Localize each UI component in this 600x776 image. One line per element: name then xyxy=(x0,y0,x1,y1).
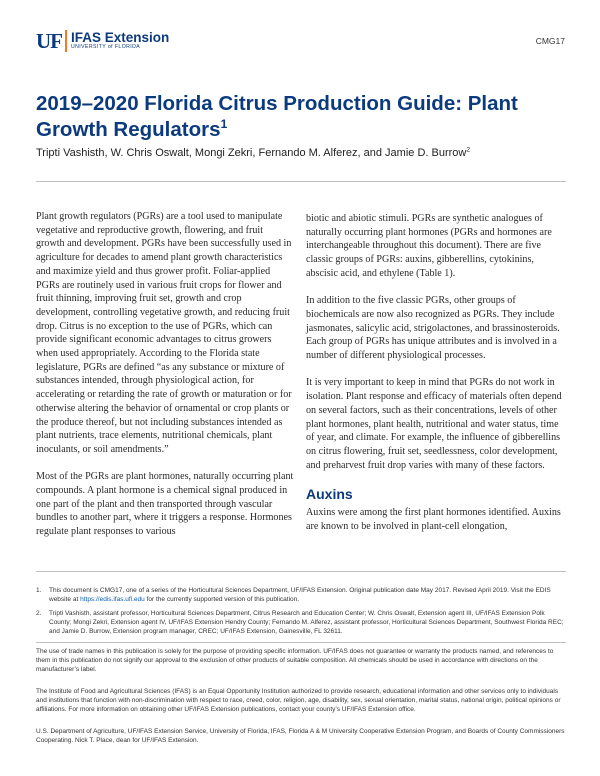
body-paragraph: It is very important to keep in mind that PGRs do not work in isolation. Plant response and efficacy of materials often depend on several factors, such as their concentrations, levels of other plant hormones, plant health, nutritional and water status, time of year, and climate. For example, the influence of gibberellins on citrus flowering, fruit set, seedlessness, color development, and preharvest fruit drop varies with many of these factors. xyxy=(306,377,562,471)
footnote-number: 1. xyxy=(36,587,42,594)
usda-statement: U.S. Department of Agriculture, UF/IFAS Extension Service, University of Florida, IFAS, Florida A & M University Cooperative Extension Program, and Boards of County Commissioners Cooperating. Nick T. Place, dean for UF/IFAS Extension. xyxy=(36,728,565,744)
title-footnote-ref[interactable]: 1 xyxy=(220,116,228,131)
section-heading-auxins: Auxins xyxy=(306,486,353,503)
footnote-1-tail: for the currently supported version of this publication. xyxy=(146,596,300,603)
footnote-text xyxy=(49,586,566,604)
body-right-column xyxy=(306,212,564,547)
trade-name-disclaimer: The use of trade names in this publication is solely for the purpose of providing specific information. UF/IFAS does not guarantee or warranty the products named, and references to them in this publication do not signify our approval to the exclusion of other products of suitable composition. All chemicals should be used in accordance with directions on the manufacturer’s label. xyxy=(36,648,554,673)
edis-link[interactable]: https://edis.ifas.ufl.edu xyxy=(80,596,145,603)
document-id: CMG17 xyxy=(535,36,565,46)
ifas-logo xyxy=(36,30,169,52)
page-title xyxy=(36,91,566,142)
authors-line xyxy=(36,147,470,159)
disclaimer-divider xyxy=(36,642,566,643)
body-paragraph: Auxins were among the first plant hormones identified. Auxins are known to be involved in plant-cell elongation, xyxy=(306,507,561,532)
footnote-2-text: Tripti Vashisth, assistant professor, Horticultural Sciences Department, Citrus Research and Education Center; W. Chris Oswalt, Extension agent III, UF/IFAS Extension Polk County; Mongi Zekri, Extension agent IV, UF/IFAS Extension Hendry County; Fernando M. Alferez, assistant professor, Horticultural Sciences Department, Southwest Florida REC; and Jamie D. Burrow, Extension program manager, CREC; UF/IFAS Extension, Gainesville, FL 32611. xyxy=(49,610,564,635)
body-paragraph: Most of the PGRs are plant hormones, naturally occurring plant compounds. A plant hormone is a chemical signal produced in one part of the plant and then transported through vascular bundles to another part, where it triggers a response. Hormones regulate plant responses to various xyxy=(36,471,294,538)
footnote-2 xyxy=(36,609,566,636)
footnote-1 xyxy=(36,586,566,604)
footnotes xyxy=(36,586,566,641)
title-text: 2019–2020 Florida Citrus Production Guide: Plant Growth Regulators xyxy=(36,92,518,141)
logo-university: UNIVERSITY of FLORIDA xyxy=(71,44,141,50)
body-paragraph: Plant growth regulators (PGRs) are a tool used to manipulate vegetative and reproductive growth, flowering, and fruit growth and development. PGRs have been successfully used in agriculture for decades to amend plant growth characteristics and maximize yield and thus grower profit. Foliar-applied PGRs are routinely used in various fruit crops for flower and fruit thinning, improving fruit set, growth and crop development, controlling vegetative growth, and reducing fruit drop. Citrus is no exception to the use of PGRs, which can provide significant economic advantages to citrus growers when used appropriately. According to the Florida state legislature, PGRs are defined “as any substance or mixture of substances intended, through physiological action, for accelerating or retarding the rate of growth or maturation or for otherwise altering the behavior of ornamental or crop plants or the produce thereof, but not including substances intended as plant nutrients, trace elements, nutritional chemicals, plant inoculants, or soil amendments.” xyxy=(36,211,292,455)
body-left-column xyxy=(36,210,294,553)
title-divider xyxy=(36,181,566,182)
authors-text: Tripti Vashisth, W. Chris Oswalt, Mongi Zekri, Fernando M. Alferez, and Jamie D. Burrow xyxy=(36,147,467,159)
logo-ifas-extension: IFAS Extension xyxy=(71,30,170,45)
logo-text xyxy=(71,31,169,51)
uf-logo-mark: UF xyxy=(36,29,62,53)
footnote-1-text: This document is CMG17, one of a series of the Horticultural Sciences Department, UF/IFAS Extension. Original publication date May 2017. Revised April 2019. Visit the EDIS website at xyxy=(49,587,551,603)
body-paragraph: biotic and abiotic stimuli. PGRs are synthetic analogues of naturally occurring plant hormones (PGRs and hormones are interchangeable throughout this document). There are five classic groups of PGRs: auxins, gibberellins, cytokinins, abscisic acid, and ethylene (Table 1). xyxy=(306,213,552,279)
logo-divider xyxy=(65,30,67,52)
authors-footnote-ref[interactable]: 2 xyxy=(466,146,471,154)
equal-opportunity-statement: The Institute of Food and Agricultural Sciences (IFAS) is an Equal Opportunity Institution authorized to provide research, educational information and other services only to individuals and institutions that function with non-discrimination with respect to race, creed, color, religion, age, disability, sex, sexual orientation, marital status, national origin, political opinions or affiliations. For more information on obtaining other UF/IFAS Extension publications, contact your county’s UF/IFAS Extension office. xyxy=(36,688,561,713)
footnote-number: 2. xyxy=(36,610,42,617)
body-paragraph: In addition to the five classic PGRs, other groups of biochemicals are now also recognized as PGRs. They include jasmonates, salicylic acid, strigolactones, and brassinosteroids. Each group of PGRs has unique attributes and is involved in a number of different physiological processes. xyxy=(306,295,560,362)
footnote-divider xyxy=(36,571,566,572)
